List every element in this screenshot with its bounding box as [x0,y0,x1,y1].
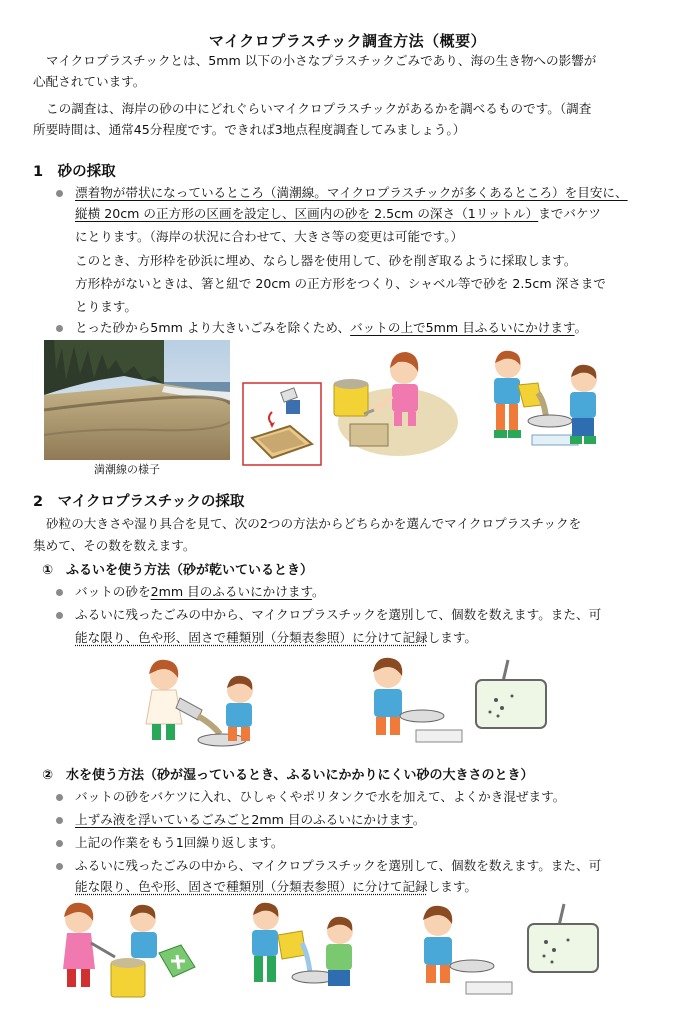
m2-bullet2-underlined: 上ずみ液を浮いているごみごと2mm 目のふるいにかけます [75,812,413,827]
bullet-icon [56,325,63,332]
m1-bullet2-line2-end: します。 [427,630,477,645]
m1-bullet1-end: 。 [312,584,325,599]
girl-boy-sieving-illustration [140,654,270,754]
boys-sieving-illustration [484,345,614,455]
s1-bullet2-text: とった砂から5mm より大きいごみを除くため、 [75,320,351,335]
s2-intro-line2: 集めて、その数を数えます。 [33,538,196,553]
s1-bullet1-line5: 方形枠がないときは、箸と紐で 20cm の正方形をつくり、シャベル等で砂を 2.5cm 深さまで [75,276,606,291]
s1-bullet2 [75,317,587,338]
children-pouring-water-illustration [240,895,370,1013]
girl-sampling-sand-illustration [328,344,458,459]
bullet-icon [56,863,63,870]
s2-intro-line1: 砂粒の大きさや湿り具合を見て、次の2つの方法からどちらかを選んでマイクロプラスチックを [46,516,582,531]
bullet-icon [56,840,63,847]
intro-line-1: マイクロプラスチックとは、5mm 以下の小さなプラスチックごみであり、海の生き物への影響が [46,53,597,68]
photo-caption: 満潮線の様子 [94,463,160,476]
bullet-icon [56,612,63,619]
m2-bullet4-line2 [75,876,477,897]
s1-bullet1-line2 [75,203,601,224]
intro-line-4: 所要時間は、通常45分程度です。できれば3地点程度調査してみましょう。） [33,122,466,137]
section-1-heading: 1 砂の採取 [33,164,116,180]
m1-bullet1-underlined: 2mm 目のふるいにかけます [150,584,313,599]
s1-bullet1-line2-underlined: 縦横 20cm の正方形の区画を設定し、区画内の砂を 2.5cm の深さ（1リットル） [75,206,539,221]
s1-bullet1-line4: このとき、方形枠を砂浜に埋め、ならし器を使用して、砂を削ぎ取るように採取します。 [75,253,577,268]
page-title: マイクロプラスチック調査方法（概要） [208,32,487,50]
intro-line-3: この調査は、海岸の砂の中にどれぐらいマイクロプラスチックがあるかを調べるものです。（調査 [46,101,592,116]
s1-bullet1-line3: にとります。（海岸の状況に合わせて、大きさ等の変更は可能です。） [75,229,464,244]
bullet-icon [56,190,63,197]
m1-bullet1-text: バットの砂を [75,584,151,599]
m2-bullet2-end: 。 [412,812,426,827]
method-1-heading: ① ふるいを使う方法（砂が乾いているとき） [42,563,314,578]
m1-bullet1 [75,581,325,602]
m2-bullet3: 上記の作業をもう1回繰り返します。 [75,835,284,850]
method-2-heading: ② 水を使う方法（砂が湿っているとき、ふるいにかかりにくい砂の大きさのとき） [42,768,534,783]
tray-with-particles-illustration [472,656,552,732]
frame-tools-illustration [242,382,322,466]
tray-with-particles-illustration-2 [524,900,604,976]
s1-bullet2-end: 。 [574,320,588,335]
m1-bullet2-line1: ふるいに残ったごみの中から、マイクロプラスチックを選別して、個数を数えます。また、可 [75,607,602,622]
m2-bullet4-line2-end: します。 [427,879,477,894]
s1-bullet1-line2-rest: までバケツ [538,206,602,221]
m2-bullet4-line2-underlined: 能な限り、色や形、固さで種類別（分類表参照）に分けて記録 [75,879,428,894]
s1-bullet2-underlined: バットの上で5mm 目ふるいにかけます [350,320,575,335]
boy-checking-sieve-illustration [360,652,470,752]
s1-bullet1-line1: 漂着物が帯状になっているところ（満潮線。マイクロプラスチックが多くあるところ）を目安に、 [75,185,628,200]
m2-bullet4-line1: ふるいに残ったごみの中から、マイクロプラスチックを選別して、個数を数えます。また、可 [75,858,602,873]
m2-bullet1: バットの砂をバケツに入れ、ひしゃくやポリタンクで水を加えて、よくかき混ぜます。 [75,789,566,804]
bullet-icon [56,589,63,596]
children-water-method-illustration [55,895,205,1013]
intro-line-2: 心配されています。 [33,74,146,89]
bullet-icon [56,817,63,824]
boy-checking-sieve-illustration-2 [410,900,520,1010]
s1-bullet1-line6: とります。 [75,299,137,314]
m2-bullet2 [75,809,425,830]
m1-bullet2-line2-underlined: 能な限り、色や形、固さで種類別（分類表参照）に分けて記録 [75,630,428,645]
beach-photo [44,340,230,460]
m1-bullet2-line2 [75,627,477,648]
section-2-heading: 2 マイクロプラスチックの採取 [33,494,245,510]
bullet-icon [56,794,63,801]
